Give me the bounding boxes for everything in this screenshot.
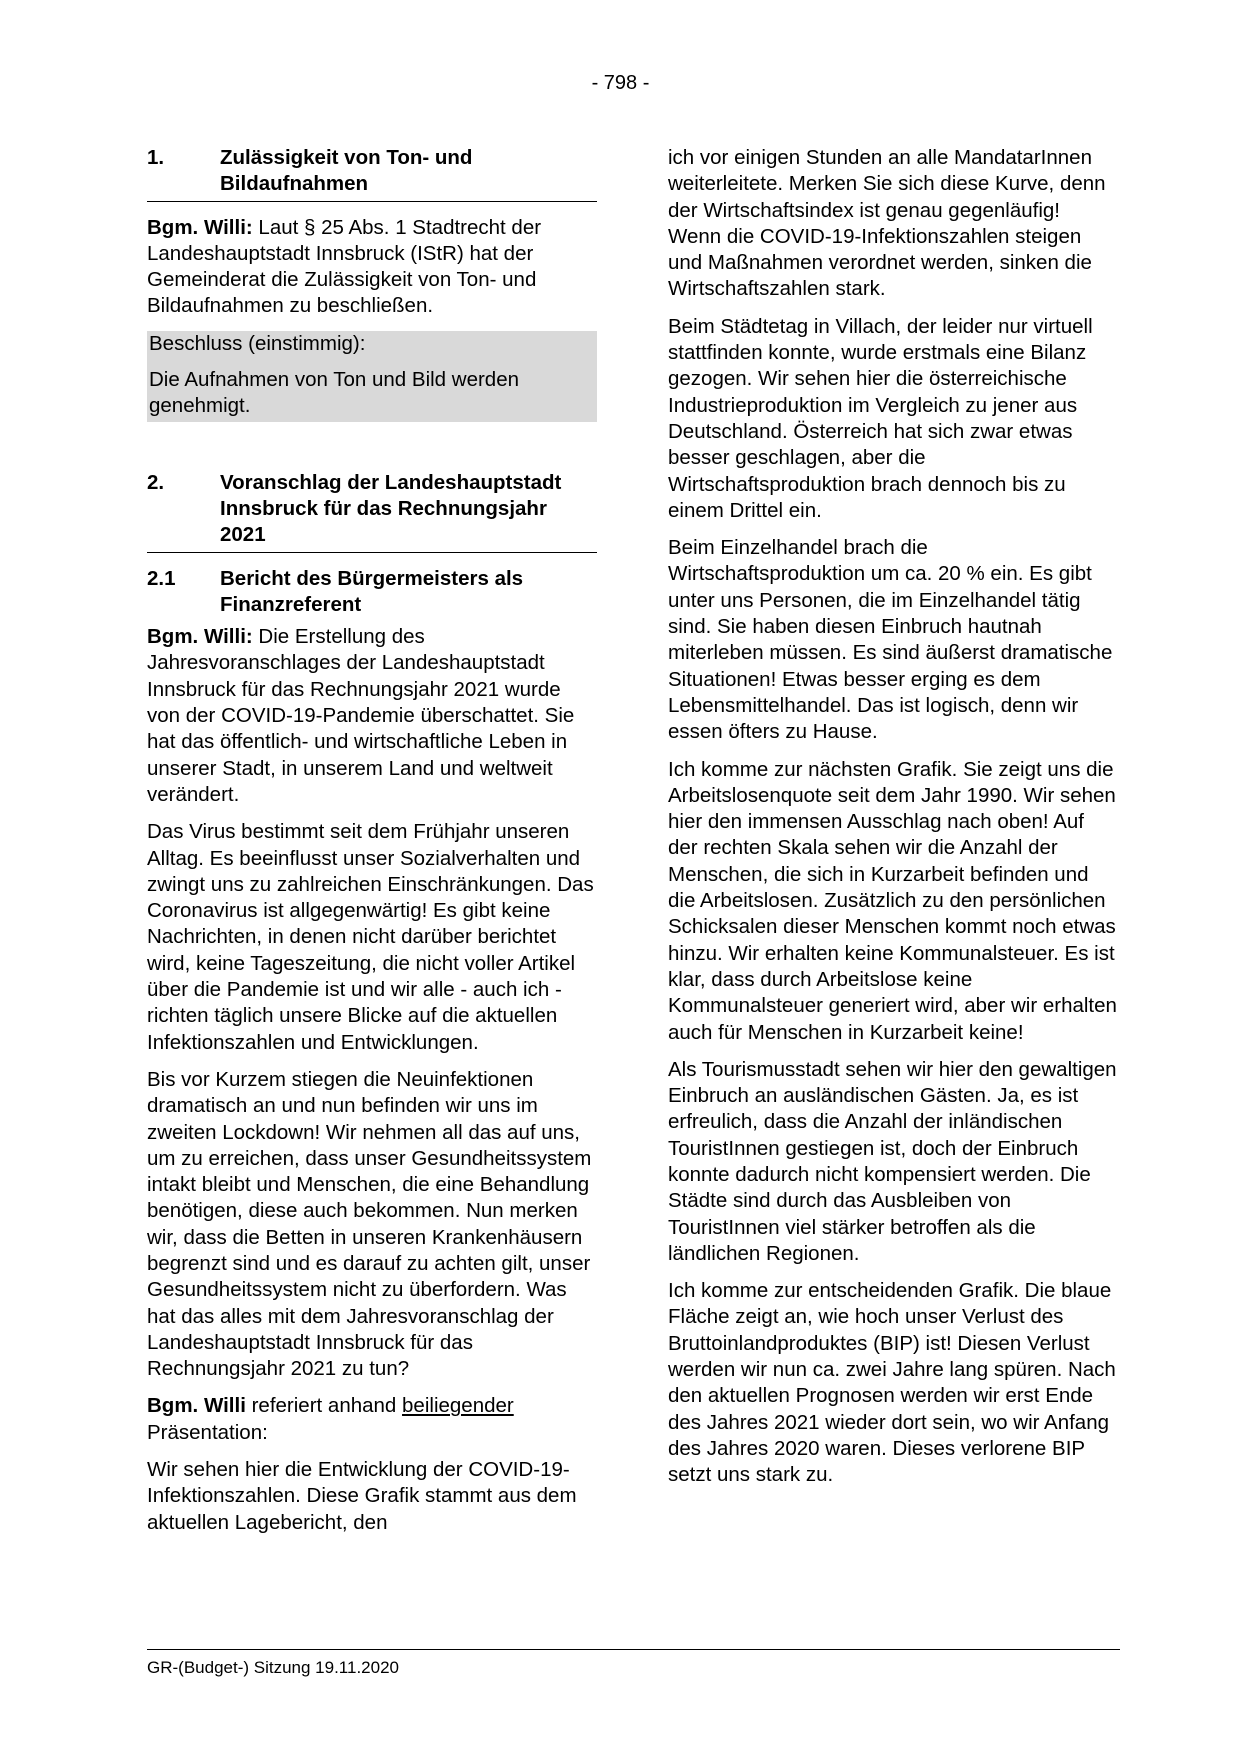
paragraph-text: Präsentation:	[147, 1420, 268, 1444]
footer-text: GR-(Budget-) Sitzung 19.11.2020	[147, 1658, 399, 1677]
paragraph: Als Tourismusstadt sehen wir hier den gewaltigen Einbruch an ausländischen Gästen. Ja, es ist erfreulich, dass die Anzahl der inländischen TouristInnen gestiegen ist, doch der Einbruch konnte dadurch nicht kompensiert werden. Die Städte sind durch das Ausbleiben von TouristInnen viel stärker betroffen als die ländlichen Regionen.	[668, 1057, 1117, 1265]
resolution-label: Beschluss (einstimmig):	[149, 331, 366, 355]
paragraph: ich vor einigen Stunden an alle MandatarInnen weiterleitete. Merken Sie sich diese Kurve, denn der Wirtschaftsindex ist genau gegenläufig! Wenn die COVID-19-Infektionszahlen steigen und Maßnahmen verordnet werden, sinken die Wirtschaftszahlen stark.	[668, 146, 1106, 301]
section-2-number: 2.	[147, 470, 165, 494]
section-1-rule	[147, 201, 597, 202]
left-column	[147, 145, 597, 1547]
section-1-paragraph	[147, 215, 597, 320]
paragraph: Ich komme zur nächsten Grafik. Sie zeigt uns die Arbeitslosenquote seit dem Jahr 1990. Wir sehen hier den immensen Ausschlag nach oben! Auf der rechten Skala sehen wir die Anzahl der Menschen, die sich in Kurzarbeit befinden und die Arbeitslosen. Zusätzlich zu den persönlichen Schicksalen dieser Menschen kommt noch etwas hinzu. Wir erhalten keine Kommunalsteuer. Es ist klar, dass durch Arbeitslose keine Kommunalsteuer generiert wird, aber wir erhalten auch für Menschen in Kurzarbeit keine!	[668, 757, 1117, 1044]
footer-rule	[147, 1649, 1120, 1650]
section-1-number: 1.	[147, 146, 165, 169]
attachment-reference: beiliegender	[402, 1394, 514, 1418]
section-2-1-title: Bericht des Bürgermeisters als Finanzreferent	[220, 566, 524, 616]
paragraph: Beim Einzelhandel brach die Wirtschaftsproduktion um ca. 20 % ein. Es gibt unter uns Personen, die im Einzelhandel tätig sind. Sie haben diesen Einbruch hautnah miterleben müssen. Es sind äußerst dramatische Situationen! Etwas besser erging es dem Lebensmittelhandel. Das ist logisch, denn wir essen öfters zu Hause.	[668, 536, 1113, 744]
section-1-heading	[147, 145, 597, 201]
section-2-1-heading	[147, 566, 597, 619]
section-2-heading	[147, 470, 597, 552]
section-2-title: Voranschlag der Landeshauptstadt Innsbruck für das Rechnungsjahr 2021	[220, 470, 562, 547]
right-column	[668, 145, 1118, 1500]
section-2-rule	[147, 552, 597, 553]
paragraph-text: referiert anhand	[245, 1394, 403, 1418]
speaker-name: Bgm. Willi	[147, 1394, 246, 1418]
section-1-title: Zulässigkeit von Ton- und Bildaufnahmen	[220, 146, 473, 196]
paragraph: Beim Städtetag in Villach, der leider nur virtuell stattfinden konnte, wurde erstmals eine Bilanz gezogen. Wir sehen hier die österreichische Industrieproduktion im Vergleich zu jener aus Deutschland. Österreich hat sich zwar etwas besser geschlagen, aber die Wirtschaftsproduktion brach dennoch bis zu einem Drittel ein.	[668, 314, 1093, 522]
speaker-name: Bgm. Willi:	[147, 215, 253, 239]
section-1-text: Laut § 25 Abs. 1 Stadtrecht der Landeshauptstadt Innsbruck (IStR) hat der Gemeinderat die Zulässigkeit von Ton- und Bildaufnahmen zu beschließen.	[147, 215, 542, 318]
paragraph: Das Virus bestimmt seit dem Frühjahr unseren Alltag. Es beeinflusst unser Sozialverhalten und zwingt uns zu zahlreichen Einschränkungen. Das Coronavirus ist allgegenwärtig! Es gibt keine Nachrichten, in denen nicht darüber berichtet wird, keine Tageszeitung, die nicht voller Artikel über die Pandemie ist und wir alle - auch ich - richten täglich unsere Blicke auf die aktuellen Infektionszahlen und Entwicklungen.	[147, 820, 594, 1054]
paragraph: Ich komme zur entscheidenden Grafik. Die blaue Fläche zeigt an, wie hoch unser Verlust des Bruttoinlandproduktes (BIP) ist! Diesen Verlust werden wir nun ca. zwei Jahre lang spüren. Nach den aktuellen Prognosen werden wir erst Ende des Jahres 2021 wieder dort sein, wo wir Anfang des Jahres 2020 waren. Dieses verlorene BIP setzt uns stark zu.	[668, 1279, 1116, 1487]
paragraph: Wir sehen hier die Entwicklung der COVID-19-Infektionszahlen. Diese Grafik stammt aus dem aktuellen Lagebericht, den	[147, 1458, 577, 1534]
paragraph: Bis vor Kurzem stiegen die Neuinfektionen dramatisch an und nun befinden wir uns im zweiten Lockdown! Wir nehmen all das auf uns, um zu erreichen, dass unser Gesundheitssystem intakt bleibt und Menschen, die eine Behandlung benötigen, diese auch bekommen. Nun merken wir, dass die Betten in unseren Krankenhäusern begrenzt sind und es darauf zu achten gilt, unser Gesundheitssystem nicht zu überfordern. Was hat das alles mit dem Jahresvoranschlag der Landeshauptstadt Innsbruck für das Rechnungsjahr 2021 zu tun?	[147, 1067, 592, 1381]
page-number: - 798 -	[591, 72, 650, 94]
paragraph-text: Die Erstellung des Jahresvoranschlages der Landeshauptstadt Innsbruck für das Rechnungsjahr 2021 wurde von der COVID-19-Pandemie überschattet. Sie hat das öffentlich- und wirtschaftliche Leben in unserer Stadt, in unserem Land und weltweit verändert.	[147, 625, 575, 806]
resolution-box	[147, 331, 597, 422]
resolution-text: Die Aufnahmen von Ton und Bild werden genehmigt.	[149, 368, 520, 418]
section-2-1-number: 2.1	[147, 566, 176, 590]
speaker-name: Bgm. Willi:	[147, 625, 253, 649]
paragraph	[147, 624, 597, 808]
paragraph	[147, 1393, 597, 1446]
